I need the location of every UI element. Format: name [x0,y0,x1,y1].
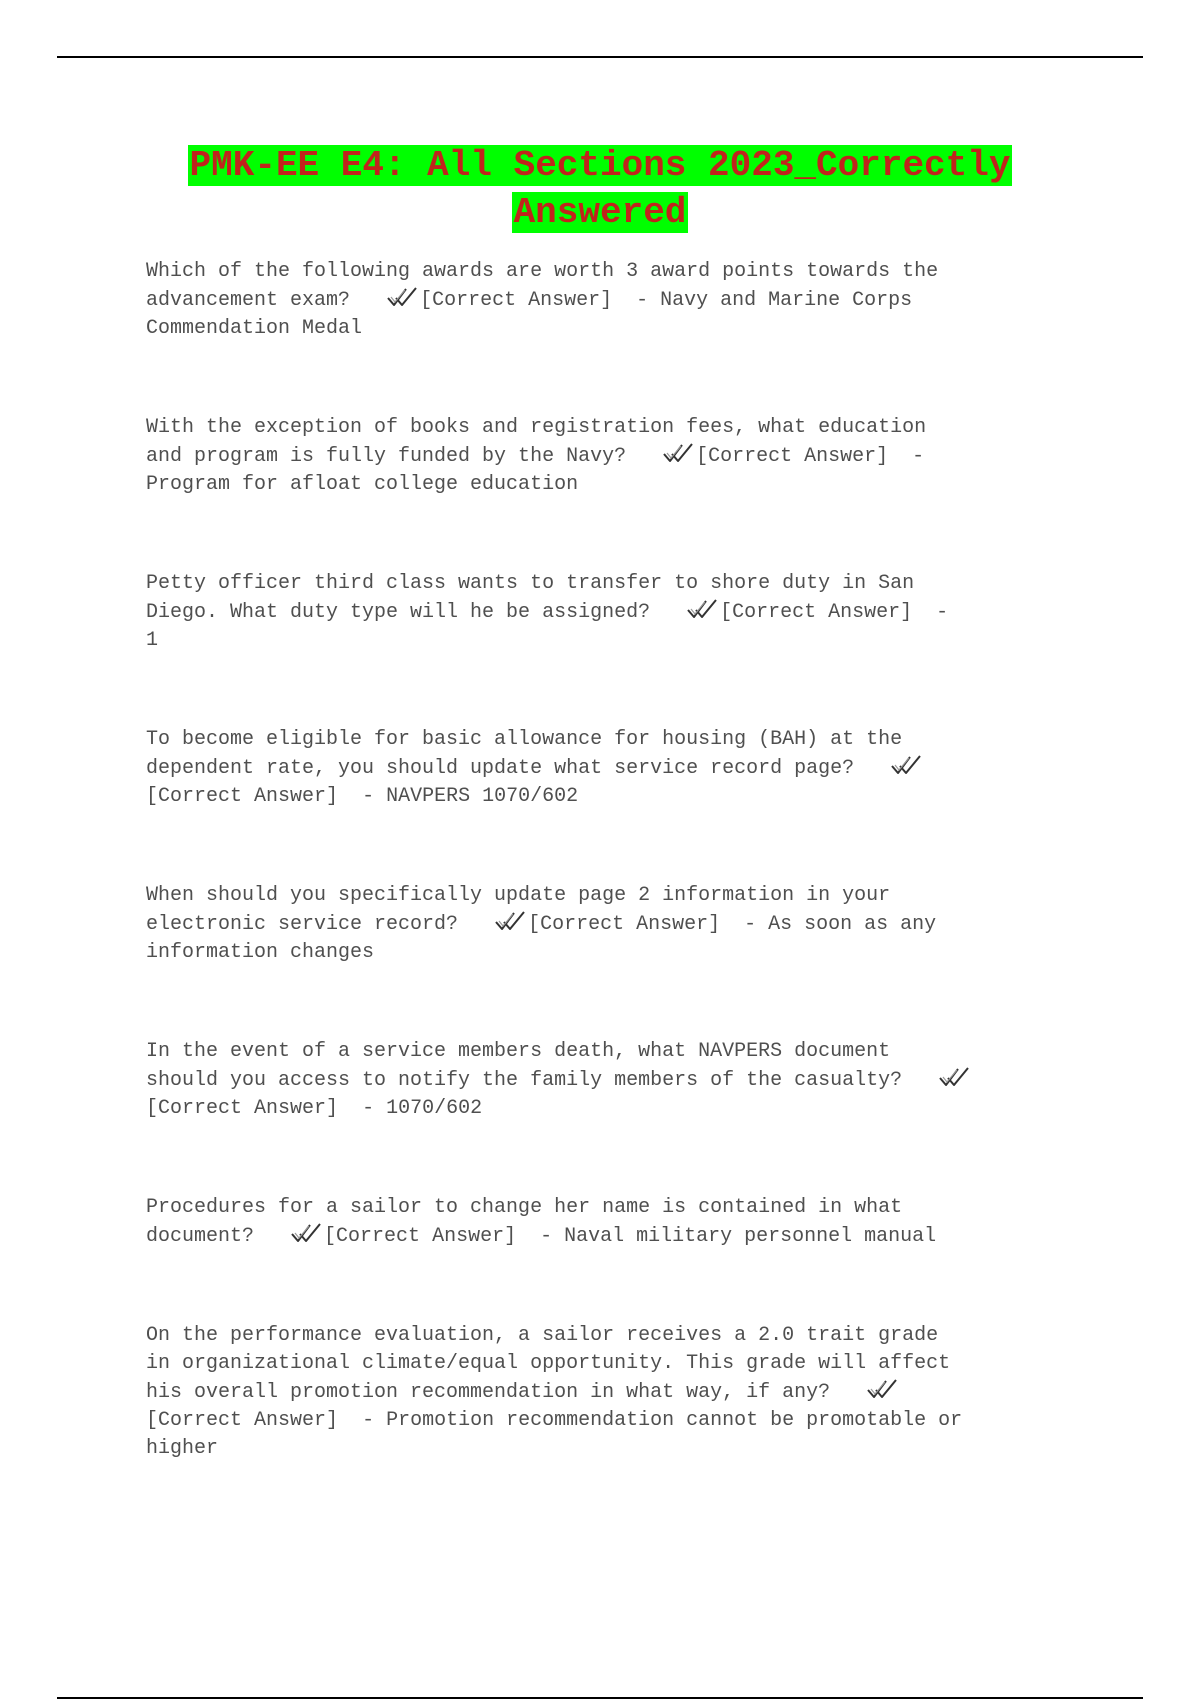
question-text: When should you specifically update page 2 information in your [146,884,891,907]
question-text: and program is fully funded by the Navy? [146,445,627,468]
answer-text: - As soon as any [744,913,937,936]
question-list [146,258,1076,1463]
correct-answer-label: [Correct Answer] [720,601,913,624]
answer-text: - [936,601,949,624]
correct-answer-label: [Correct Answer] [324,1225,517,1248]
question-text: document? [146,1225,255,1248]
top-rule [57,56,1143,58]
correct-answer-label: [Correct Answer] [146,1097,339,1120]
question-text: Which of the following awards are worth 3 award points towards the [146,260,939,283]
bottom-rule [57,1697,1143,1699]
question-text: On the performance evaluation, a sailor receives a 2.0 trait grade [146,1324,939,1347]
double-check-icon [386,286,420,308]
double-check-icon [494,910,528,932]
answer-text: - 1070/602 [362,1097,483,1120]
answer-text: - [912,445,925,468]
answer-text: higher [146,1437,219,1460]
answer-text: Commendation Medal [146,317,363,340]
question-text: Petty officer third class wants to transfer to shore duty in San [146,572,915,595]
qa-item [146,1322,1076,1463]
correct-answer-label: [Correct Answer] [146,785,339,808]
double-check-icon [890,754,924,776]
page-title [100,142,1100,236]
answer-text: - NAVPERS 1070/602 [362,785,579,808]
qa-item [146,570,1076,655]
double-check-icon [686,598,720,620]
correct-answer-label: [Correct Answer] [696,445,889,468]
answer-text: - Naval military personnel manual [540,1225,937,1248]
question-text: In the event of a service members death, what NAVPERS document [146,1040,891,1063]
question-text: dependent rate, you should update what service record page? [146,757,855,780]
answer-text: information changes [146,941,375,964]
qa-item [146,726,1076,811]
question-text: his overall promotion recommendation in what way, if any? [146,1381,831,1404]
correct-answer-label: [Correct Answer] [420,289,613,312]
answer-text: - Promotion recommendation cannot be promotable or [362,1409,963,1432]
question-text: With the exception of books and registration fees, what education [146,416,927,439]
correct-answer-label: [Correct Answer] [528,913,721,936]
title-line-2: Answered [513,192,687,233]
qa-item [146,1194,1076,1251]
double-check-icon [938,1066,972,1088]
qa-item [146,1038,1076,1123]
question-text: advancement exam? [146,289,351,312]
qa-item [146,882,1076,967]
answer-text: - Navy and Marine Corps [636,289,913,312]
question-text: To become eligible for basic allowance for housing (BAH) at the [146,728,903,751]
question-text: in organizational climate/equal opportunity. This grade will affect [146,1352,951,1375]
title-line-1: PMK-EE E4: All Sections 2023_Correctly [189,145,1011,186]
question-text: electronic service record? [146,913,459,936]
question-text: Diego. What duty type will he be assigned? [146,601,651,624]
question-text: Procedures for a sailor to change her name is contained in what [146,1196,903,1219]
correct-answer-label: [Correct Answer] [146,1409,339,1432]
answer-text: 1 [146,629,159,652]
qa-item [146,258,1076,343]
answer-text: Program for afloat college education [146,473,579,496]
double-check-icon [290,1222,324,1244]
qa-item [146,414,1076,499]
double-check-icon [662,442,696,464]
double-check-icon [866,1378,900,1400]
question-text: should you access to notify the family members of the casualty? [146,1069,903,1092]
